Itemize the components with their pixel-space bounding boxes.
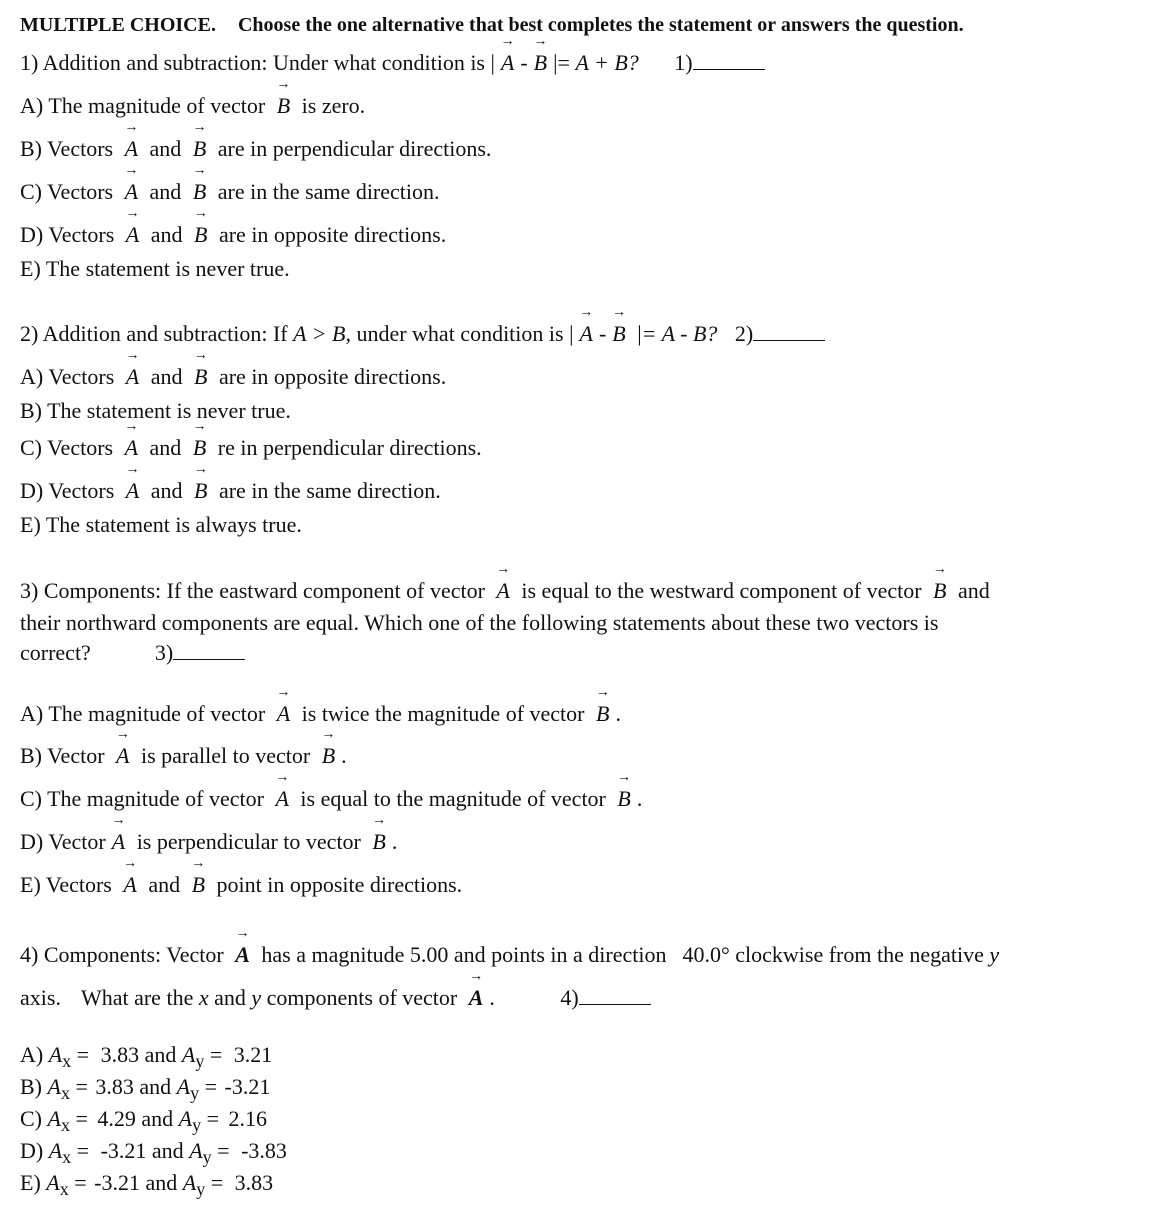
question-4-stem-line1: 4) Components: Vector → A has a magnitude 5.00 and points in a direction 40.0° clockwise from the negative y — [20, 942, 999, 968]
vector-a: → A — [125, 136, 138, 162]
vector-b: → B — [322, 743, 335, 769]
vector-a: → A — [126, 364, 139, 390]
q2-option-e: E) The statement is always true. — [20, 512, 302, 537]
vector-a: → A — [469, 985, 484, 1011]
q3-option-e: E) Vectors → A and → B point in opposite directions. — [20, 872, 462, 898]
answer-blank-2[interactable] — [753, 322, 825, 341]
vector-a: → A — [277, 701, 290, 727]
vector-b: → B — [194, 478, 207, 504]
vector-a: → A — [116, 743, 129, 769]
vector-b: → B — [193, 179, 206, 205]
vector-b: → B — [277, 93, 290, 119]
q4-option-d: D) $A_x = -3.21$ and $A_y = -3.83$ — [20, 1138, 287, 1167]
q3-option-a: A) The magnitude of vector → A is twice the magnitude of vector → B . — [20, 701, 621, 727]
q1-option-d: D) Vectors → A and → B are in opposite directions. — [20, 222, 446, 248]
question-3-stem-line3: correct? 3) — [20, 640, 245, 666]
vector-b: → B — [193, 136, 206, 162]
vector-a: → A — [123, 872, 136, 898]
q3-option-c: C) The magnitude of vector → A is equal to the magnitude of vector → B . — [20, 786, 642, 812]
q1-option-a: A) The magnitude of vector → B is zero. — [20, 93, 365, 119]
question-3-stem-line2: their northward components are equal. Which one of the following statements about these two vectors is — [20, 610, 939, 635]
vector-a: → A — [580, 321, 593, 347]
q3-option-d: D) Vector→ A is perpendicular to vector → B . — [20, 829, 397, 855]
vector-a: → A — [126, 478, 139, 504]
vector-a: → A — [125, 179, 138, 205]
q4-option-a: A) $A_x = 3.83$ and $A_y = 3.21$ — [20, 1042, 273, 1071]
vector-b: → B — [596, 701, 609, 727]
q2-option-d: D) Vectors → A and → B are in the same direction. — [20, 478, 441, 504]
vector-b: → B — [612, 321, 625, 347]
vector-a: → A — [126, 222, 139, 248]
vector-a: → A — [125, 435, 138, 461]
vector-b: → B — [193, 435, 206, 461]
vector-b: → B — [933, 578, 946, 604]
vector-b: → B — [372, 829, 385, 855]
q3-option-b: B) Vector → A is parallel to vector → B . — [20, 743, 347, 769]
answer-blank-3[interactable] — [173, 641, 245, 660]
q1-option-b: B) Vectors → A and → B are in perpendicular directions. — [20, 136, 491, 162]
q2-option-c: C) Vectors → A and → B re in perpendicular directions. — [20, 435, 482, 461]
answer-label-3: 3) — [154, 640, 174, 665]
instructions-text: Choose the one alternative that best completes the statement or answers the question. — [237, 14, 964, 36]
answer-label-2: 2) — [734, 321, 754, 346]
vector-b: → B — [192, 872, 205, 898]
vector-b: → B — [194, 222, 207, 248]
question-2-stem: 2) Addition and subtraction: If A > B, under what condition is |→ A -→ B |= A - B? 2) — [20, 321, 825, 347]
question-3-stem-line1: 3) Components: If the eastward component of vector → A is equal to the westward component of vector → B and — [20, 578, 990, 604]
vector-a: → A — [112, 829, 125, 855]
q2-option-a: A) Vectors → A and → B are in opposite directions. — [20, 364, 446, 390]
question-4-stem-line2: axis. What are the x and y components of vector → A . 4) — [20, 985, 651, 1011]
q1-option-e: E) The statement is never true. — [20, 256, 290, 281]
answer-blank-1[interactable] — [693, 51, 765, 70]
vector-b: → B — [534, 50, 547, 76]
vector-a: → A — [235, 942, 250, 968]
q4-option-b: B) $A_x = 3.83$ and $A_y = -3.21$ — [20, 1074, 271, 1103]
answer-blank-4[interactable] — [579, 986, 651, 1005]
q4-option-e: E) $A_x = -3.21$ and $A_y = 3.83$ — [20, 1170, 274, 1199]
instructions-header — [20, 12, 964, 38]
vector-b: → B — [194, 364, 207, 390]
q1-option-c: C) Vectors → A and → B are in the same direction. — [20, 179, 440, 205]
vector-b: → B — [617, 786, 630, 812]
q2-option-b: B) The statement is never true. — [20, 398, 291, 423]
q4-option-c: C) $A_x = 4.29$ and $A_y = 2.16$ — [20, 1106, 268, 1135]
answer-label-1: 1) — [674, 50, 693, 75]
section-title: MULTIPLE CHOICE. — [20, 14, 216, 36]
vector-a: → A — [275, 786, 288, 812]
question-1-stem: 1) Addition and subtraction: Under what condition is |→ A -→ B |= A + B? 1) — [20, 50, 765, 76]
vector-a: → A — [501, 50, 514, 76]
vector-a: → A — [496, 578, 509, 604]
answer-label-4: 4) — [560, 985, 579, 1010]
